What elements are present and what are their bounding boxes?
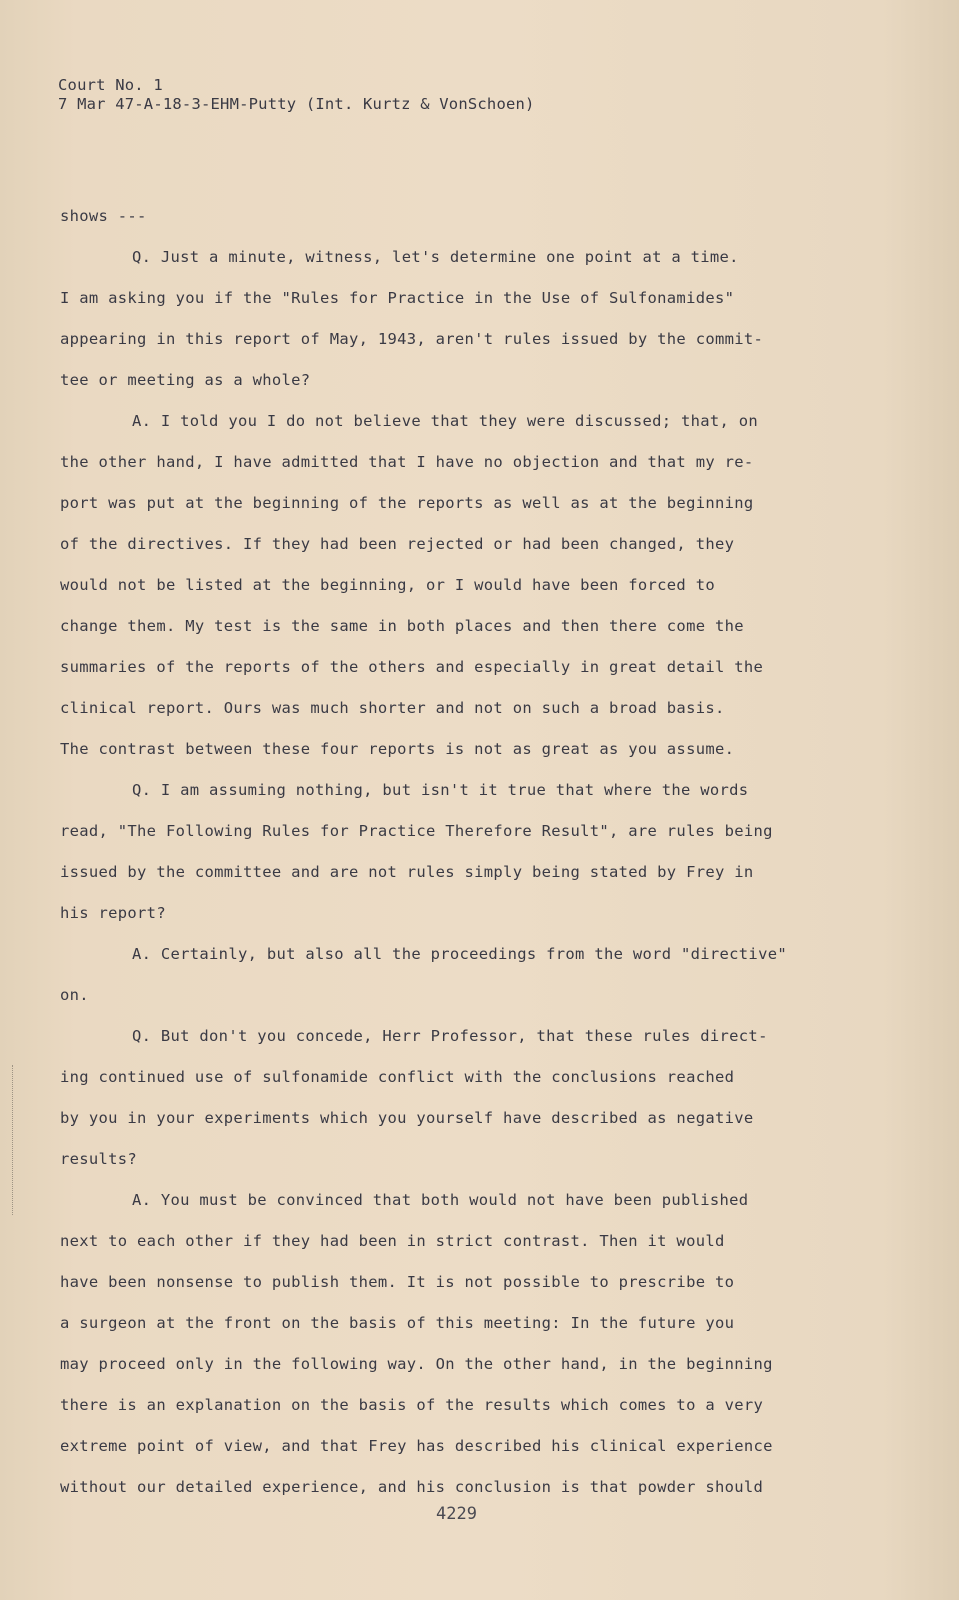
transcript-line: Q. Just a minute, witness, let's determine one point at a time. <box>132 248 739 266</box>
document-header <box>58 76 535 114</box>
transcript-line: Q. I am assuming nothing, but isn't it true that where the words <box>132 781 749 799</box>
transcript-line: extreme point of view, and that Frey has described his clinical experience <box>60 1437 773 1455</box>
transcript-line: have been nonsense to publish them. It is not possible to prescribe to <box>60 1273 735 1291</box>
transcript-line: results? <box>60 1150 138 1168</box>
transcript-line: of the directives. If they had been rejected or had been changed, they <box>60 535 735 553</box>
transcript-line: port was put at the beginning of the reports as well as at the beginning <box>60 494 754 512</box>
transcript-line: there is an explanation on the basis of the results which comes to a very <box>60 1396 764 1414</box>
transcript-line: I am asking you if the "Rules for Practice in the Use of Sulfonamides" <box>60 289 735 307</box>
transcript-line: Q. But don't you concede, Herr Professor, that these rules direct- <box>132 1027 768 1045</box>
transcript-line: by you in your experiments which you yourself have described as negative <box>60 1109 754 1127</box>
transcript-line: change them. My test is the same in both places and then there come the <box>60 617 744 635</box>
transcript-line: A. You must be convinced that both would not have been published <box>132 1191 749 1209</box>
session-line: 7 Mar 47-A-18-3-EHM-Putty (Int. Kurtz & VonSchoen) <box>58 95 535 113</box>
transcript-line: next to each other if they had been in strict contrast. Then it would <box>60 1232 725 1250</box>
transcript-line: would not be listed at the beginning, or I would have been forced to <box>60 576 715 594</box>
transcript-line: the other hand, I have admitted that I have no objection and that my re- <box>60 453 754 471</box>
transcript-line: A. I told you I do not believe that they were discussed; that, on <box>132 412 759 430</box>
transcript-line: clinical report. Ours was much shorter and not on such a broad basis. <box>60 699 725 717</box>
transcript-line: tee or meeting as a whole? <box>60 371 311 389</box>
court-line: Court No. 1 <box>58 76 163 94</box>
margin-mark <box>12 1065 15 1215</box>
transcript-body <box>60 196 850 1508</box>
transcript-line: his report? <box>60 904 166 922</box>
transcript-line: summaries of the reports of the others and especially in great detail the <box>60 658 764 676</box>
transcript-line: appearing in this report of May, 1943, aren't rules issued by the commit- <box>60 330 764 348</box>
page-number: 4229 <box>436 1504 477 1524</box>
transcript-line: read, "The Following Rules for Practice Therefore Result", are rules being <box>60 822 773 840</box>
transcript-line: The contrast between these four reports is not as great as you assume. <box>60 740 735 758</box>
transcript-line: a surgeon at the front on the basis of this meeting: In the future you <box>60 1314 735 1332</box>
transcript-line: ing continued use of sulfonamide conflict with the conclusions reached <box>60 1068 735 1086</box>
transcript-line: issued by the committee and are not rules simply being stated by Frey in <box>60 863 754 881</box>
transcript-line: may proceed only in the following way. On the other hand, in the beginning <box>60 1355 773 1373</box>
transcript-line: A. Certainly, but also all the proceedings from the word "directive" <box>132 945 787 963</box>
transcript-line: shows --- <box>60 207 147 225</box>
transcript-line: without our detailed experience, and his conclusion is that powder should <box>60 1478 764 1496</box>
transcript-line: on. <box>60 986 89 1004</box>
